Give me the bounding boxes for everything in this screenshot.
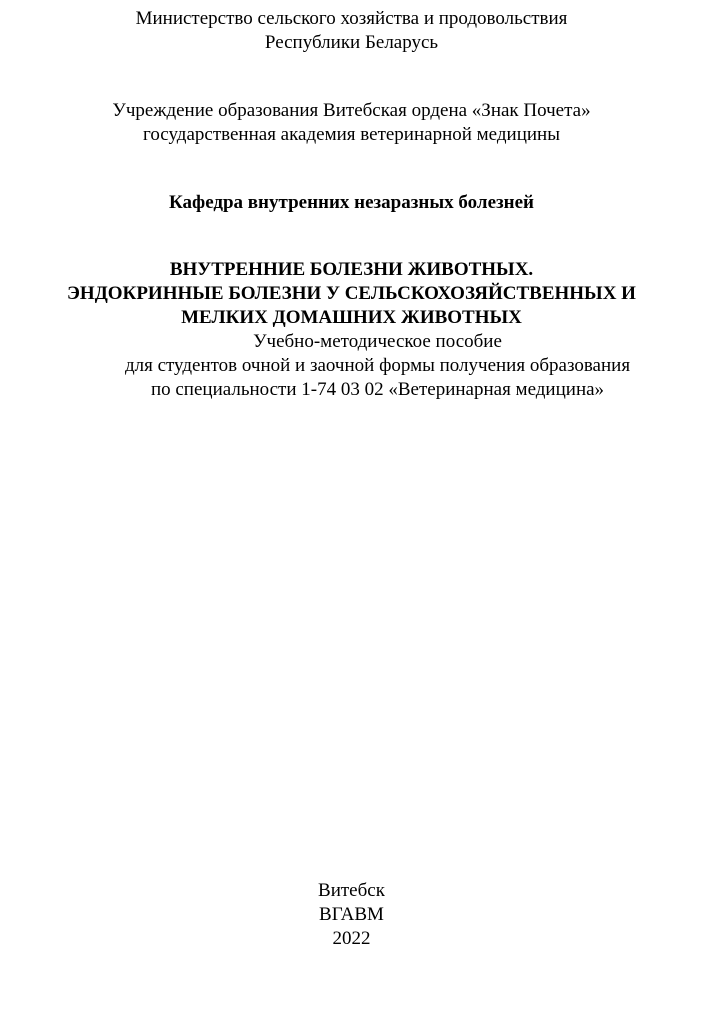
subtitle-line-1: Учебно-методическое пособие (253, 331, 502, 352)
footer-city: Витебск (318, 880, 385, 901)
title-line-3: МЕЛКИХ ДОМАШНИХ ЖИВОТНЫХ (181, 307, 522, 328)
ministry-line-1: Министерство сельского хозяйства и продовольствия (135, 8, 568, 29)
ministry-heading (0, 7, 703, 55)
institution-heading (0, 99, 703, 147)
institution-line-1: Учреждение образования Витебская ордена «Знак Почета» (112, 100, 591, 121)
title-line-1: ВНУТРЕННИЕ БОЛЕЗНИ ЖИВОТНЫХ. (169, 259, 534, 280)
document-subtitle (0, 330, 703, 402)
department-name (0, 191, 703, 215)
subtitle-line-2: для студентов очной и заочной формы получения образования (124, 355, 631, 376)
publication-footer (0, 879, 703, 951)
subtitle-line-3: по специальности 1-74 03 02 «Ветеринарная медицина» (150, 379, 605, 400)
document-title (0, 258, 703, 330)
department-line: Кафедра внутренних незаразных болезней (169, 192, 534, 213)
ministry-line-2: Республики Беларусь (264, 32, 439, 53)
footer-year: 2022 (332, 928, 371, 949)
institution-line-2: государственная академия ветеринарной медицины (143, 124, 560, 145)
title-line-2: ЭНДОКРИННЫЕ БОЛЕЗНИ У СЕЛЬСКОХОЗЯЙСТВЕННЫХ И (67, 283, 636, 304)
footer-publisher: ВГАВМ (319, 904, 384, 925)
